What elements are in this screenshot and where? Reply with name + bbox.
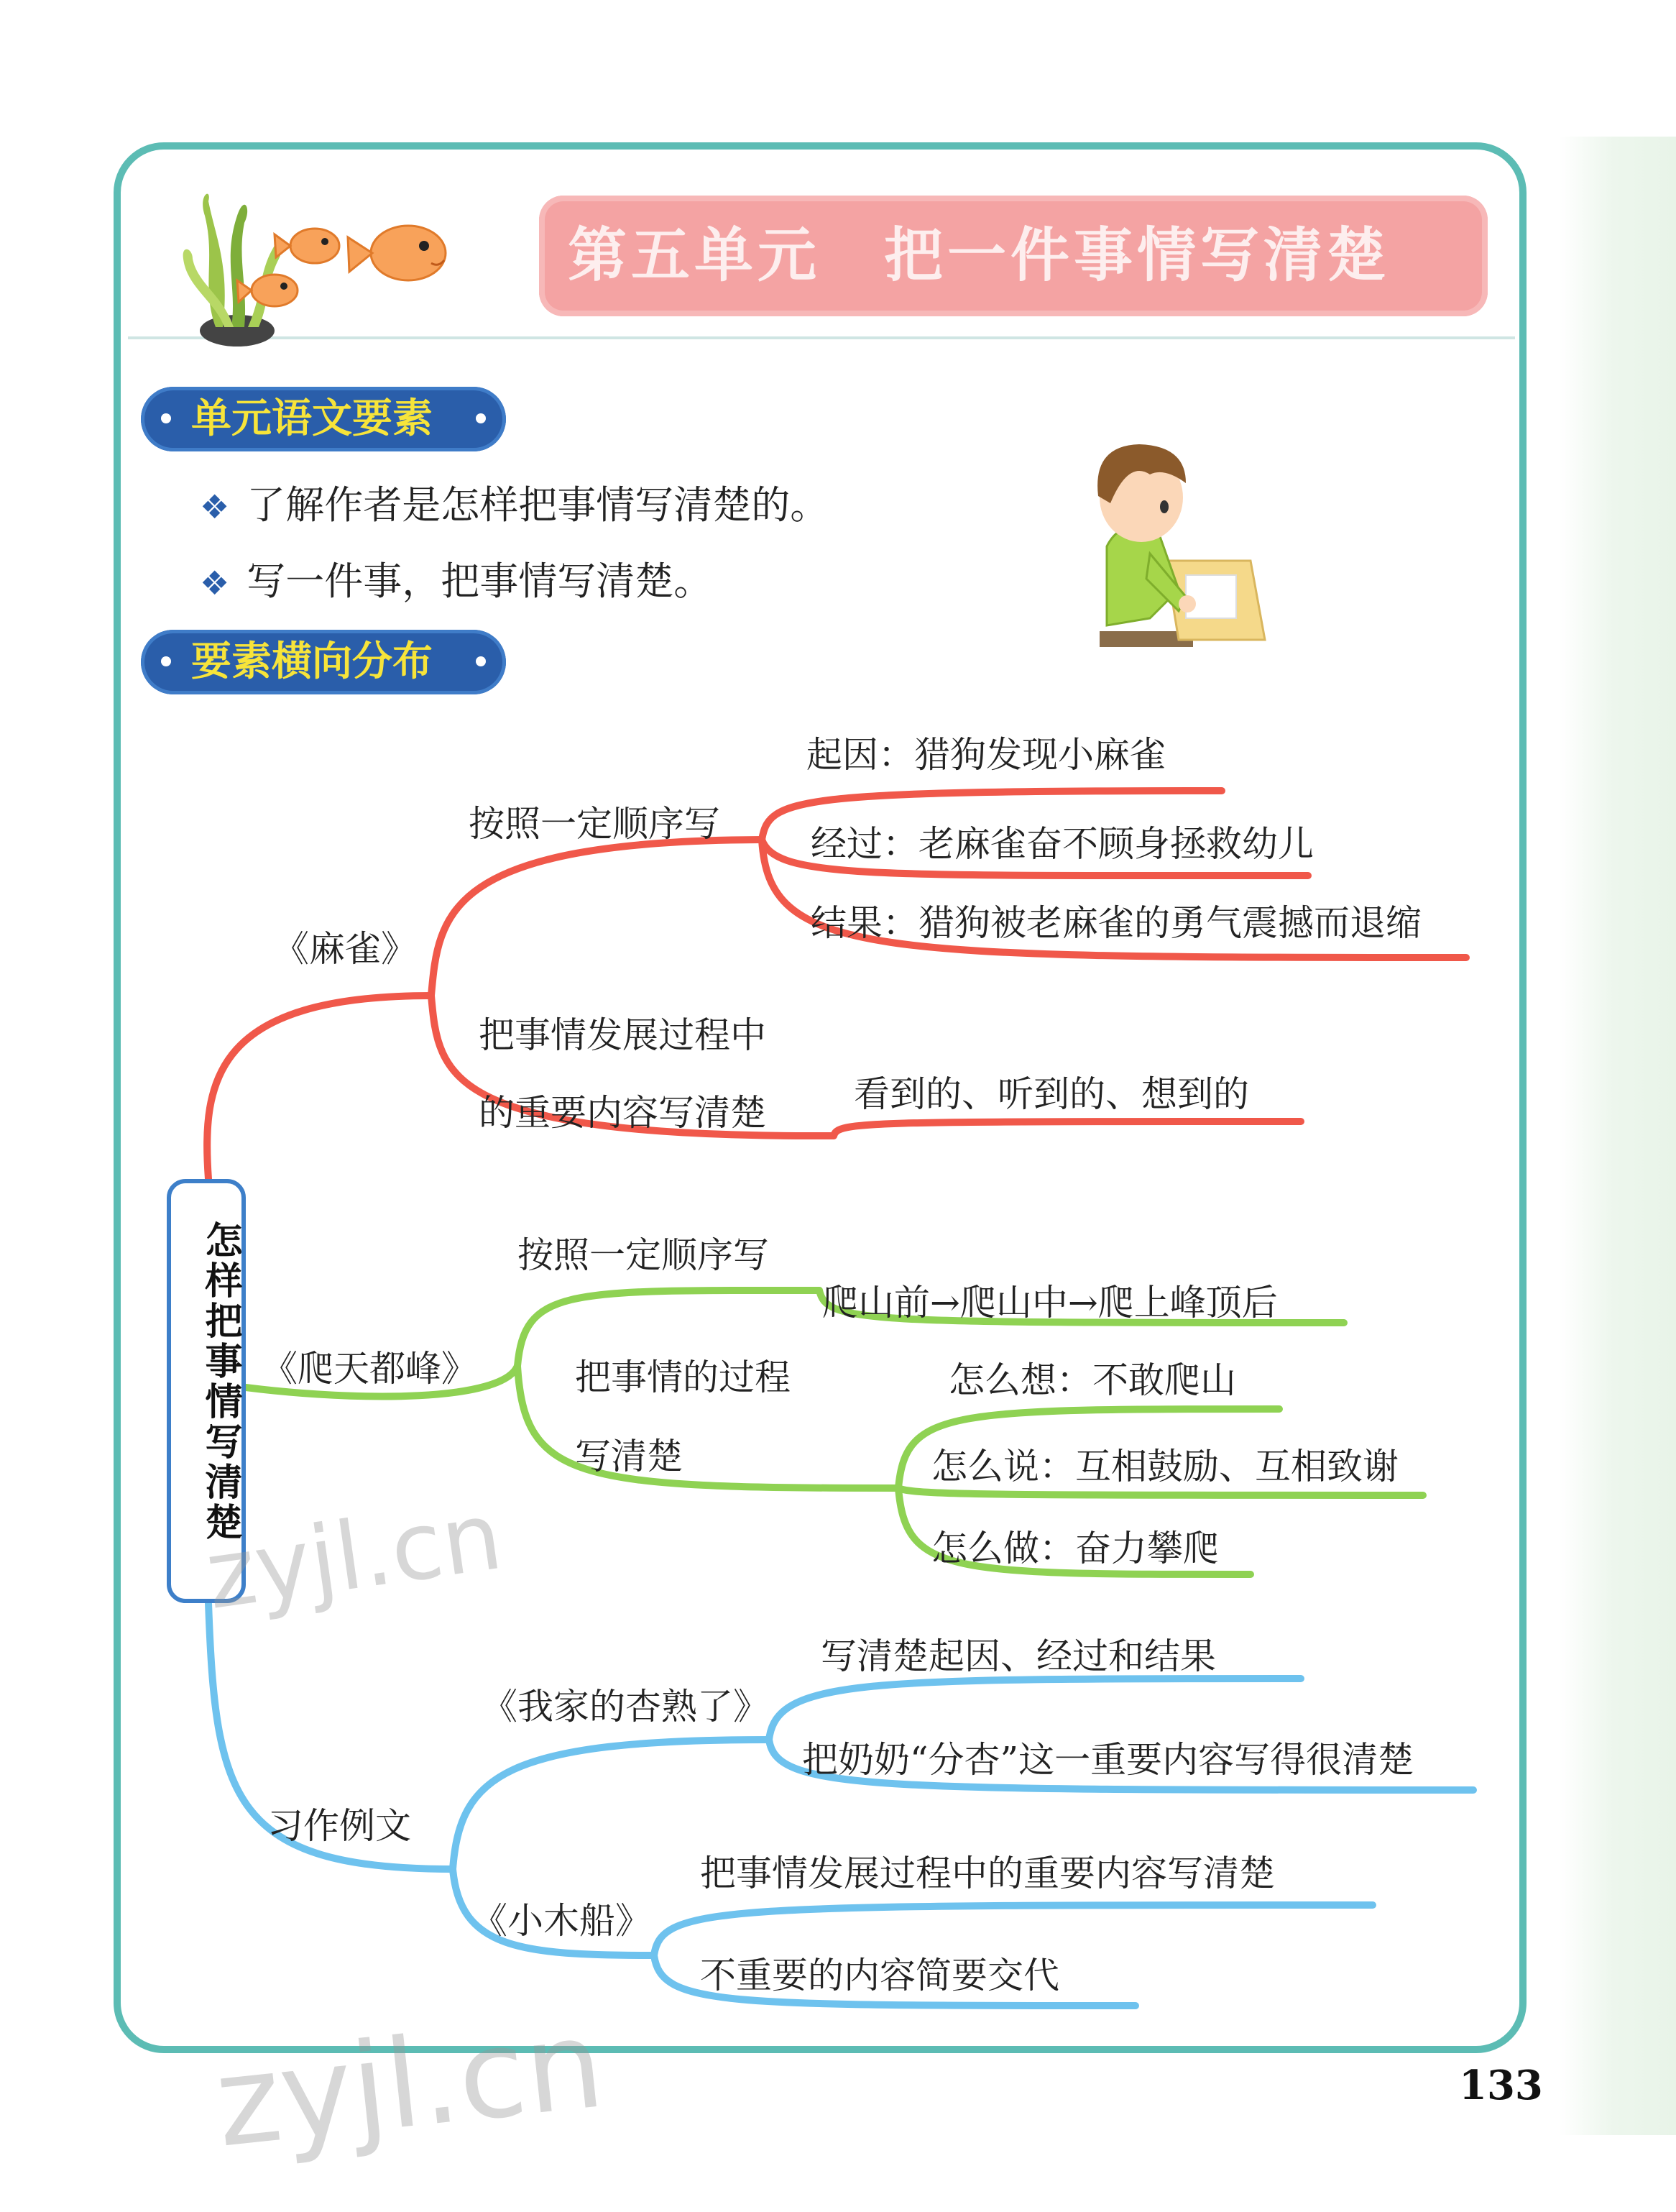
element-item-1	[200, 474, 829, 530]
branch2-leaf-1: 怎么想：不敢爬山	[949, 1359, 1236, 1401]
branch1-sub2-line2: 的重要内容写清楚	[479, 1092, 766, 1134]
watermark: zyjl.cn	[199, 1481, 509, 1630]
section-heading-1: 单元语文要素	[191, 395, 433, 442]
branch3-sub1: 《我家的杏熟了》	[482, 1686, 769, 1727]
pill-dot-left	[161, 656, 171, 666]
branch1-name: 《麻雀》	[273, 928, 417, 970]
unit-title-banner	[539, 196, 1488, 316]
watermark: zyjl.cn	[209, 1993, 610, 2175]
pill-dot-right	[476, 656, 486, 666]
diamond-bullet-icon: ❖	[200, 564, 230, 602]
pill-dot-right	[476, 413, 486, 423]
branch3-sub1-leaf-1: 写清楚起因、经过和结果	[821, 1635, 1216, 1677]
branch1-leaf-2: 经过：老麻雀奋不顾身拯救幼儿	[811, 823, 1314, 865]
unit-title: 第五单元 把一件事情写清楚	[568, 221, 1391, 290]
page-number: 133	[1459, 2062, 1543, 2109]
section-heading-pill-1	[141, 387, 506, 451]
section-heading-2: 要素横向分布	[191, 638, 433, 685]
mindmap-root-text: 怎样把事情写清楚	[198, 1221, 241, 1543]
branch1-leaf-3: 结果：猎狗被老麻雀的勇气震撼而退缩	[811, 902, 1422, 944]
branch2-sub2-line1: 把事情的过程	[575, 1357, 791, 1398]
branch3-sub2-leaf-2: 不重要的内容简要交代	[700, 1955, 1059, 1996]
branch3-sub2: 《小木船》	[471, 1900, 651, 1942]
element-item-2-text: 写一件事，把事情写清楚。	[247, 559, 713, 604]
element-item-2	[200, 551, 712, 606]
branch1-leaf-1: 起因：猎狗发现小麻雀	[806, 734, 1166, 776]
branch3-name: 习作例文	[267, 1805, 411, 1847]
branch2-leaf-2: 怎么说：互相鼓励、互相致谢	[931, 1446, 1399, 1487]
branch2-sub1: 按照一定顺序写	[517, 1234, 769, 1276]
branch3-sub1-leaf-2: 把奶奶“分杏”这一重要内容写得很清楚	[802, 1739, 1414, 1781]
branch2-sub1-leaf: 爬山前→爬山中→爬上峰顶后	[822, 1282, 1278, 1323]
branch2-leaf-3: 怎么做：奋力攀爬	[931, 1528, 1219, 1569]
branch1-sub2-leaf: 看到的、听到的、想到的	[854, 1073, 1249, 1115]
pill-dot-left	[161, 413, 171, 423]
diamond-bullet-icon: ❖	[200, 487, 230, 526]
page-edge-tint	[1560, 137, 1676, 2135]
branch1-sub1: 按照一定顺序写	[469, 803, 720, 845]
branch3-sub2-leaf-1: 把事情发展过程中的重要内容写清楚	[700, 1853, 1275, 1894]
branch2-sub2-line2: 写清楚	[575, 1436, 683, 1477]
header-divider	[128, 336, 1515, 339]
branch1-sub2-line1: 把事情发展过程中	[479, 1014, 766, 1056]
section-heading-pill-2	[141, 630, 506, 694]
element-item-1-text: 了解作者是怎样把事情写清楚的。	[247, 482, 829, 528]
branch2-name: 《爬天都峰》	[262, 1348, 477, 1390]
